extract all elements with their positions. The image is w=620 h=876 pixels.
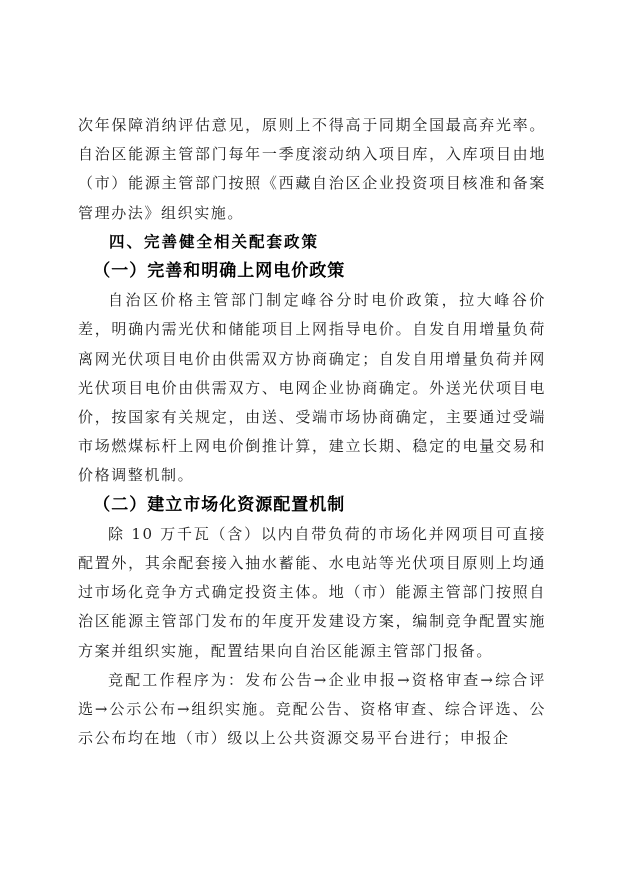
paragraph-competition-procedure: 竞配工作程序为：发布公告→企业申报→资格审查→综合评选→公示公布→组织实施。竞配公告、资格审查、综合评选、公示公布均在地（市）级以上公共资源交易平台进行；申报企 — [78, 670, 546, 748]
paragraph-price-policy: 自治区价格主管部门制定峰谷分时电价政策，拉大峰谷价差，明确内需光伏和储能项目上网指导电价。自发自用增量负荷离网光伏项目电价由供需双方协商确定；自发自用增量负荷并网光伏项目电价由供需双方、电网企业协商确定。外送光伏项目电价，按国家有关规定，由送、受端市场协商确定，主要通过受端市场燃煤标杆上网电价倒推计算，建立长期、稳定的电量交易和价格调整机制。 — [78, 291, 546, 485]
subsection-heading-price-policy: （一）完善和明确上网电价政策 — [93, 261, 346, 282]
paragraph-continuation: 次年保障消纳评估意见，原则上不得高于同期全国最高弃光率。自治区能源主管部门每年一季度滚动纳入项目库，入库项目由地（市）能源主管部门按照《西藏自治区企业投资项目核准和备案管理办法》组织实施。 — [78, 116, 546, 222]
section-heading-4: 四、完善健全相关配套政策 — [109, 232, 320, 251]
subsection-heading-market-allocation: （二）建立市场化资源配置机制 — [93, 494, 346, 515]
paragraph-market-allocation: 除 10 万千瓦（含）以内自带负荷的市场化并网项目可直接配置外，其余配套接入抽水蓄能、水电站等光伏项目原则上均通过市场化竞争方式确定投资主体。地（市）能源主管部门按照自治区能源主管部门发布的年度开发建设方案，编制竞争配置实施方案并组织实施，配置结果向自治区能源主管部门报备。 — [78, 524, 546, 660]
